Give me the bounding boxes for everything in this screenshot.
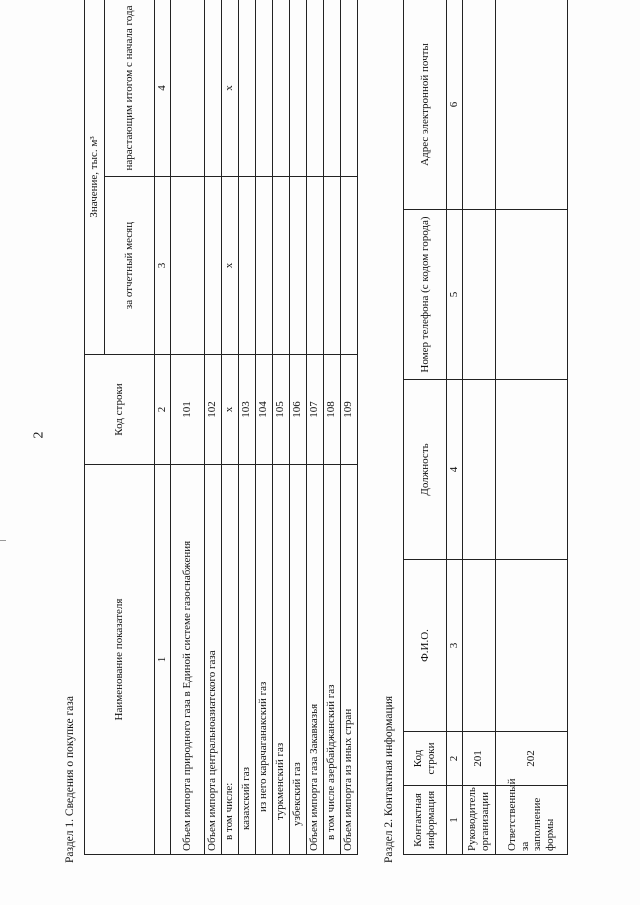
- table-row: [289, 0, 306, 855]
- table-row: [495, 0, 567, 855]
- contacts-table: [403, 0, 568, 855]
- row-code: 201: [462, 732, 495, 786]
- email-cell: [495, 0, 567, 210]
- row-code: 106: [289, 355, 306, 465]
- row-month-value: [238, 177, 255, 355]
- row-ytd-value: [289, 0, 306, 177]
- row-month-value: [289, 177, 306, 355]
- col-number: 4: [155, 0, 171, 177]
- row-code: 108: [323, 355, 340, 465]
- table-row: [170, 0, 204, 855]
- header-line-code: Код строки: [404, 732, 447, 786]
- section2-title: Раздел 2. Контактная информация: [383, 695, 395, 863]
- col-number: 4: [447, 380, 463, 560]
- row-code: x: [221, 355, 238, 465]
- fio-cell: [495, 560, 567, 732]
- row-month-value: [272, 177, 289, 355]
- col-number: 3: [447, 560, 463, 732]
- contact-type: Руководитель организации: [462, 786, 495, 855]
- row-ytd-value: [170, 0, 204, 177]
- row-name: в том числе азербайджанский газ: [323, 465, 340, 855]
- row-ytd-value: [255, 0, 272, 177]
- col-number: 5: [447, 210, 463, 380]
- table-row: [255, 0, 272, 855]
- row-month-value: [255, 177, 272, 355]
- row-ytd-value: [306, 0, 323, 177]
- row-name: туркменский газ: [272, 465, 289, 855]
- table-row: [238, 0, 255, 855]
- row-month-value: [170, 177, 204, 355]
- row-ytd-value: [238, 0, 255, 177]
- row-month-value: [306, 177, 323, 355]
- row-name: из него карачаганакский газ: [255, 465, 272, 855]
- row-code: 103: [238, 355, 255, 465]
- table-row: [462, 0, 495, 855]
- row-name: казахский газ: [238, 465, 255, 855]
- header-reporting-month: за отчетный месяц: [105, 177, 155, 355]
- row-ytd-value: [323, 0, 340, 177]
- phone-cell: [462, 210, 495, 380]
- col-number: 3: [155, 177, 171, 355]
- row-name: Объем импорта природного газа в Единой системе газоснабжения: [170, 465, 204, 855]
- row-name: Объем импорта центральноазиатского газа: [204, 465, 221, 855]
- row-month-value: [204, 177, 221, 355]
- section1-title: Раздел 1. Сведения о покупке газа: [64, 696, 76, 863]
- header-value: Значение, тыс. м³: [85, 0, 105, 355]
- header-email: Адрес электронной почты: [404, 0, 447, 210]
- row-name: узбекский газ: [289, 465, 306, 855]
- table-row: [221, 0, 238, 855]
- row-code: 109: [340, 355, 357, 465]
- row-month-value: [323, 177, 340, 355]
- row-month-value: x: [221, 177, 238, 355]
- position-cell: [462, 380, 495, 560]
- row-code: 104: [255, 355, 272, 465]
- table-row: [323, 0, 340, 855]
- header-year-to-date: нарастающим итогом с начала года: [105, 0, 155, 177]
- row-name: в том числе:: [221, 465, 238, 855]
- col-number: 2: [447, 732, 463, 786]
- col-number: 1: [447, 786, 463, 855]
- header-phone: Номер телефона (с кодом города): [404, 210, 447, 380]
- table-row: [272, 0, 289, 855]
- col-number: 2: [155, 355, 171, 465]
- table-row: [306, 0, 323, 855]
- row-name: Объем импорта газа Закавказья: [306, 465, 323, 855]
- col-number: 1: [155, 465, 171, 855]
- row-ytd-value: [272, 0, 289, 177]
- header-indicator-name: Наименование показателя: [85, 465, 155, 855]
- row-code: 102: [204, 355, 221, 465]
- position-cell: [495, 380, 567, 560]
- contact-type: Ответственный за заполнение формы: [495, 786, 567, 855]
- row-ytd-value: [340, 0, 357, 177]
- purchase-table: [84, 0, 358, 855]
- header-contact: Контактная информация: [404, 786, 447, 855]
- phone-cell: [495, 210, 567, 380]
- header-line-code: Код строки: [85, 355, 155, 465]
- row-name: Объем импорта из иных стран: [340, 465, 357, 855]
- header-fio: Ф.И.О.: [404, 560, 447, 732]
- row-ytd-value: x: [221, 0, 238, 177]
- table-row: [340, 0, 357, 855]
- page-number: 2: [31, 431, 47, 439]
- row-ytd-value: [204, 0, 221, 177]
- email-cell: [462, 0, 495, 210]
- row-code: 105: [272, 355, 289, 465]
- row-month-value: [340, 177, 357, 355]
- table-row: [204, 0, 221, 855]
- row-code: 202: [495, 732, 567, 786]
- col-number: 6: [447, 0, 463, 210]
- header-position: Должность: [404, 380, 447, 560]
- row-code: 101: [170, 355, 204, 465]
- fio-cell: [462, 560, 495, 732]
- row-code: 107: [306, 355, 323, 465]
